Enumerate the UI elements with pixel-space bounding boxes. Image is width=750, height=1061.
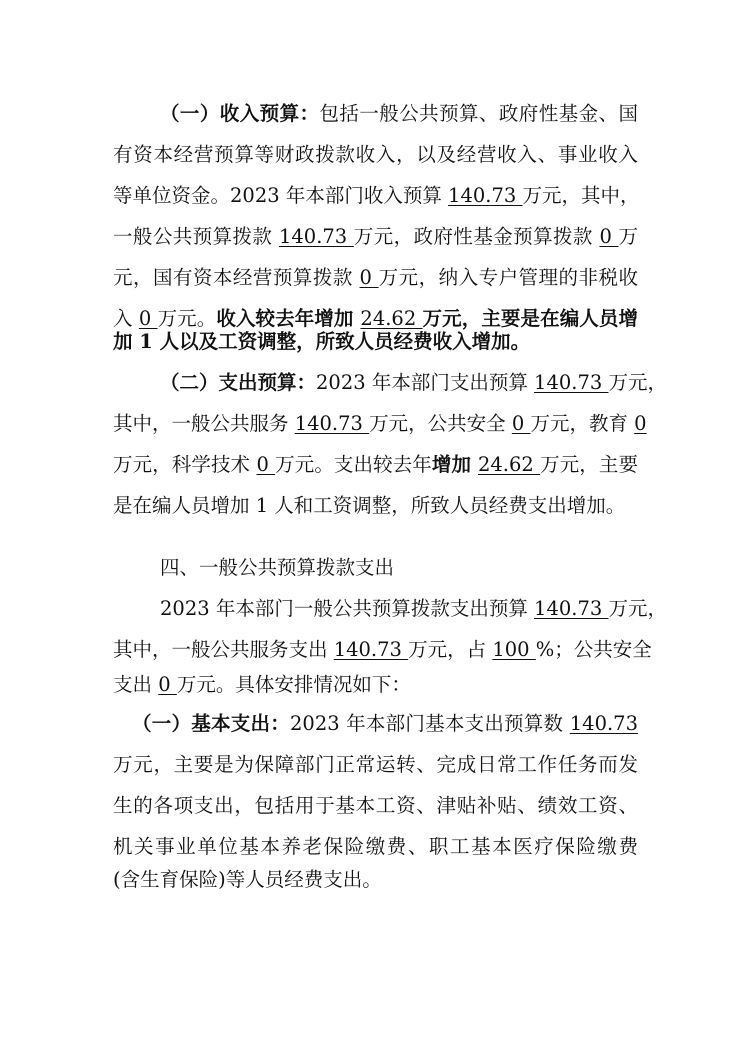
text-run: 四、一般公共预算拨款支出 (160, 556, 395, 579)
text-run: （一）收入预算： (160, 102, 320, 125)
text-run: 万元。支出较去年 (275, 453, 432, 476)
text-run: 2023 年本部门基本支出预算数 (290, 712, 570, 735)
text-run: (含生育保险)等人员经费支出。 (113, 868, 382, 891)
text-run: 万元，公共安全 (369, 412, 512, 435)
text-run: 是在编人员增加 1 人和工资调整，所致人员经费支出增加。 (113, 494, 626, 517)
text-run: 万元，科学技术 (113, 453, 257, 476)
text-line (132, 704, 638, 744)
underlined-value: 140.73 (569, 712, 638, 735)
underlined-value: 140.73 (448, 184, 523, 207)
text-run: 2023 年本部门支出预算 (316, 371, 535, 394)
text-run: 增加 (431, 453, 478, 476)
text-run: 万元，其中， (522, 184, 640, 207)
underlined-value: 140.73 (278, 225, 354, 248)
underlined-value: 0 (158, 673, 177, 696)
underlined-value: 0 (511, 412, 531, 435)
text-run: （二）支出预算： (160, 371, 317, 394)
text-run: 支出 (113, 673, 159, 696)
text-line (113, 217, 638, 257)
text-line (160, 589, 667, 629)
text-line (113, 745, 638, 785)
underlined-value: 140.73 (534, 597, 609, 620)
underlined-value: 0 (138, 307, 158, 330)
underlined-value: 24.62 (477, 453, 541, 476)
text-run: 万元，占 (408, 638, 493, 661)
underlined-value: 100 (492, 638, 536, 661)
text-run: 万元，教育 (530, 412, 635, 435)
underlined-value: 24.62 (360, 307, 423, 330)
text-run: 其中，一般公共服务支出 (113, 638, 334, 661)
text-line (113, 322, 638, 362)
text-line (113, 665, 638, 705)
text-run: 入 (113, 307, 139, 330)
text-run: 万元，纳入专户管理的非税收 (378, 266, 638, 289)
underlined-value: 140.73 (294, 412, 370, 435)
text-run: 万元， (608, 371, 667, 394)
text-line (113, 176, 638, 216)
underlined-value: 140.73 (333, 638, 409, 661)
text-run: 万元，主要是为保障部门正常运转、完成日常工作任务而发 (113, 753, 638, 776)
text-line (113, 486, 638, 526)
text-run: 万 (618, 225, 639, 248)
underlined-value: 0 (359, 266, 379, 289)
text-run: 万元。具体安排情况如下： (176, 673, 411, 696)
text-line (113, 786, 638, 826)
text-line (160, 94, 638, 134)
text-line (113, 630, 652, 670)
text-run: 万元， (608, 597, 667, 620)
text-run: 万元，政府性基金预算拨款 (353, 225, 600, 248)
text-run: 生的各项支出，包括用于基本工资、津贴补贴、绩效工资、 (113, 794, 638, 817)
text-run: 等单位资金。2023 年本部门收入预算 (113, 184, 449, 207)
text-run: %；公共安全 (535, 638, 652, 661)
text-run: 包括一般公共预算、政府性基金、国 (319, 102, 638, 125)
section-heading (160, 548, 638, 588)
text-run: 万元。 (157, 307, 217, 330)
text-line (113, 445, 638, 485)
text-line (113, 860, 638, 900)
underlined-value: 0 (256, 453, 276, 476)
text-run: 加 1 人以及工资调整，所致人员经费收入增加。 (113, 330, 531, 353)
text-line (113, 135, 638, 175)
text-line (113, 404, 647, 444)
text-line (160, 363, 667, 403)
text-run: 万元，主要 (540, 453, 638, 476)
underlined-value: 0 (634, 412, 647, 435)
text-line (113, 258, 638, 298)
text-run: 元，国有资本经营预算拨款 (113, 266, 360, 289)
text-run: 有资本经营预算等财政拨款收入，以及经营收入、事业收入 (113, 143, 638, 166)
text-run: （一）基本支出： (132, 712, 290, 735)
underlined-value: 140.73 (534, 371, 609, 394)
text-run: 一般公共预算拨款 (113, 225, 279, 248)
text-run: 收入较去年增加 (216, 307, 361, 330)
text-run: 2023 年本部门一般公共预算拨款支出预算 (160, 597, 535, 620)
text-run: 万元，主要是在编人员增 (422, 307, 638, 330)
text-run: 其中，一般公共服务 (113, 412, 295, 435)
underlined-value: 0 (599, 225, 619, 248)
text-run: 机关事业单位基本养老保险缴费、职工基本医疗保险缴费 (113, 835, 638, 858)
